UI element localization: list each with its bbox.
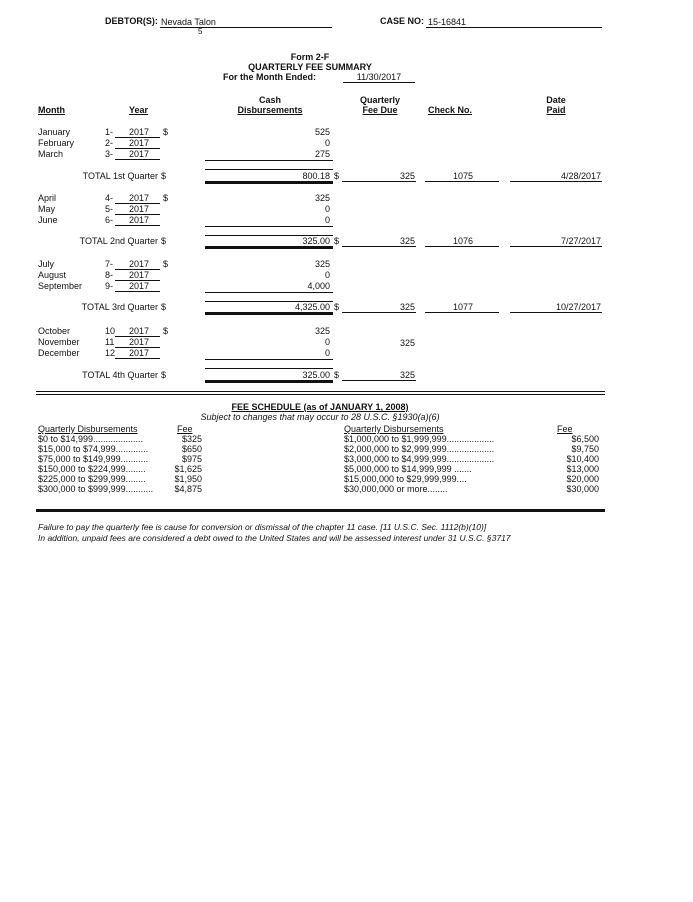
footer-line-1: Failure to pay the quarterly fee is cause for conversion or dismissal of the chapter 11 case. [11 U.S.C. Sec. 1112(b)(10)] xyxy=(38,522,487,532)
year-value: 2017 xyxy=(129,127,150,137)
cash-amount: 0 xyxy=(324,270,330,280)
left-range: $75,000 to $149,999........... xyxy=(38,454,149,464)
left-fee: $325 xyxy=(181,434,202,444)
year-value: 2017 xyxy=(129,204,150,214)
col-year: Year xyxy=(129,105,149,115)
fee-dollar: $ xyxy=(334,370,340,380)
total-dollar: $ xyxy=(161,171,167,181)
total-amount: 800.18 xyxy=(302,171,330,181)
cash-amount: 0 xyxy=(324,138,330,148)
month-number: 8- xyxy=(105,270,114,280)
left-fee: $650 xyxy=(181,444,202,454)
fee-due: 325 xyxy=(399,236,415,246)
year-value: 2017 xyxy=(129,138,150,148)
right-range: $1,000,000 to $1,999,999................... xyxy=(344,434,495,444)
month-name: April xyxy=(38,193,57,203)
month-number: 12 xyxy=(105,348,116,358)
left-range: $15,000 to $74,999............. xyxy=(38,444,149,454)
right-fee: $6,500 xyxy=(571,434,599,444)
month-name: January xyxy=(38,127,71,137)
year-value: 2017 xyxy=(129,149,150,159)
right-fee: $10,400 xyxy=(566,454,599,464)
total-label: TOTAL 3rd Quarter xyxy=(81,302,158,312)
debtor-extra: 5 xyxy=(198,27,203,36)
debtor-label: DEBTOR(S): xyxy=(105,16,158,26)
left-disb-header: Quarterly Disbursements xyxy=(38,424,138,434)
check-number: 1076 xyxy=(453,236,474,246)
month-number: 7- xyxy=(105,259,114,269)
col-date-2: Paid xyxy=(546,105,566,115)
right-range: $2,000,000 to $2,999,999................... xyxy=(344,444,495,454)
col-date-1: Date xyxy=(546,95,566,105)
fee-due: 325 xyxy=(399,302,415,312)
total-dollar: $ xyxy=(161,302,167,312)
month-number: 9- xyxy=(105,281,114,291)
form-number: Form 2-F xyxy=(290,52,330,62)
cash-amount: 275 xyxy=(314,149,330,159)
right-range: $3,000,000 to $4,999,999................... xyxy=(344,454,495,464)
total-amount: 325.00 xyxy=(302,236,330,246)
fee-dollar: $ xyxy=(334,236,340,246)
case-label: CASE NO: xyxy=(380,16,425,26)
left-fee-header: Fee xyxy=(177,424,193,434)
fee-dollar: $ xyxy=(334,171,340,181)
year-value: 2017 xyxy=(129,281,150,291)
total-label: TOTAL 2nd Quarter xyxy=(79,236,158,246)
year-value: 2017 xyxy=(129,259,150,269)
month-name: February xyxy=(38,138,75,148)
cash-amount: 525 xyxy=(314,127,330,137)
year-value: 2017 xyxy=(129,215,150,225)
month-name: May xyxy=(38,204,56,214)
left-fee: $975 xyxy=(181,454,202,464)
total-dollar: $ xyxy=(161,236,167,246)
left-range: $150,000 to $224,999........ xyxy=(38,464,146,474)
month-number: 1- xyxy=(105,127,114,137)
fee-schedule-title: FEE SCHEDULE (as of JANUARY 1, 2008) xyxy=(231,402,409,412)
case-number: 15-16841 xyxy=(428,17,467,27)
month-number: 3- xyxy=(105,149,114,159)
check-number: 1077 xyxy=(453,302,474,312)
month-name: December xyxy=(38,348,80,358)
col-cash-1: Cash xyxy=(258,95,281,105)
year-value: 2017 xyxy=(129,337,150,347)
total-dollar: $ xyxy=(161,370,167,380)
total-amount: 325.00 xyxy=(302,370,330,380)
cash-amount: 0 xyxy=(324,215,330,225)
cash-amount: 325 xyxy=(314,326,330,336)
month-number: 10 xyxy=(105,326,116,336)
date-paid: 10/27/2017 xyxy=(555,302,601,312)
month-number: 2- xyxy=(105,138,114,148)
fee-due: 325 xyxy=(399,171,415,181)
right-fee-header: Fee xyxy=(557,424,573,434)
right-disb-header: Quarterly Disbursements xyxy=(344,424,444,434)
month-name: March xyxy=(38,149,64,159)
cash-amount: 4,000 xyxy=(307,281,330,291)
year-value: 2017 xyxy=(129,326,150,336)
left-range: $225,000 to $299,999........ xyxy=(38,474,146,484)
debtor-name: Nevada Talon xyxy=(161,17,216,27)
fee-schedule-subtitle: Subject to changes that may occur to 28 U.S.C. §1930(a)(6) xyxy=(200,412,440,422)
cash-amount: 325 xyxy=(314,193,330,203)
dollar-sign: $ xyxy=(163,127,169,137)
dollar-sign: $ xyxy=(163,326,169,336)
month-name: November xyxy=(38,337,80,347)
right-fee: $30,000 xyxy=(566,484,599,494)
total-label: TOTAL 1st Quarter xyxy=(82,171,158,181)
month-number: 5- xyxy=(105,204,114,214)
check-number: 1075 xyxy=(453,171,474,181)
left-fee: $1,625 xyxy=(174,464,202,474)
month-number: 11 xyxy=(105,337,115,347)
fee-due-mid: 325 xyxy=(399,338,415,348)
fee-due: 325 xyxy=(399,370,415,380)
year-value: 2017 xyxy=(129,193,150,203)
date-paid: 7/27/2017 xyxy=(560,236,601,246)
right-range: $5,000,000 to $14,999,999 ....... xyxy=(344,464,472,474)
col-check: Check No. xyxy=(428,105,473,115)
left-range: $300,000 to $999,999........... xyxy=(38,484,154,494)
col-fee-2: Fee Due xyxy=(362,105,398,115)
cash-amount: 0 xyxy=(324,204,330,214)
month-name: September xyxy=(38,281,83,291)
month-name: August xyxy=(38,270,67,280)
footer-line-2: In addition, unpaid fees are considered a debt owed to the United States and will be assessed interest under 31 U.S.C. §3717 xyxy=(38,533,511,543)
col-fee-1: Quarterly xyxy=(359,95,401,105)
right-range: $15,000,000 to $29,999,999.... xyxy=(344,474,467,484)
right-fee: $13,000 xyxy=(566,464,599,474)
year-value: 2017 xyxy=(129,270,150,280)
cash-amount: 325 xyxy=(314,259,330,269)
dollar-sign: $ xyxy=(163,259,169,269)
month-ended-label: For the Month Ended: xyxy=(223,72,316,82)
left-fee: $4,875 xyxy=(174,484,202,494)
month-name: June xyxy=(38,215,58,225)
left-range: $0 to $14,999.................... xyxy=(38,434,144,444)
fee-dollar: $ xyxy=(334,302,340,312)
month-name: October xyxy=(38,326,71,336)
col-cash-2: Disbursements xyxy=(237,105,303,115)
left-fee: $1,950 xyxy=(174,474,202,484)
month-number: 6- xyxy=(105,215,114,225)
date-paid: 4/28/2017 xyxy=(560,171,601,181)
year-value: 2017 xyxy=(129,348,150,358)
right-range: $30,000,000 or more........ xyxy=(344,484,448,494)
col-month: Month xyxy=(38,105,65,115)
right-fee: $20,000 xyxy=(566,474,599,484)
total-amount: 4,325.00 xyxy=(294,302,330,312)
month-number: 4- xyxy=(105,193,114,203)
cash-amount: 0 xyxy=(324,337,330,347)
cash-amount: 0 xyxy=(324,348,330,358)
dollar-sign: $ xyxy=(163,193,169,203)
month-ended-value: 11/30/2017 xyxy=(356,72,402,82)
month-name: July xyxy=(38,259,55,269)
total-label: TOTAL 4th Quarter xyxy=(82,370,158,380)
right-fee: $9,750 xyxy=(571,444,599,454)
form-title: QUARTERLY FEE SUMMARY xyxy=(248,62,372,72)
